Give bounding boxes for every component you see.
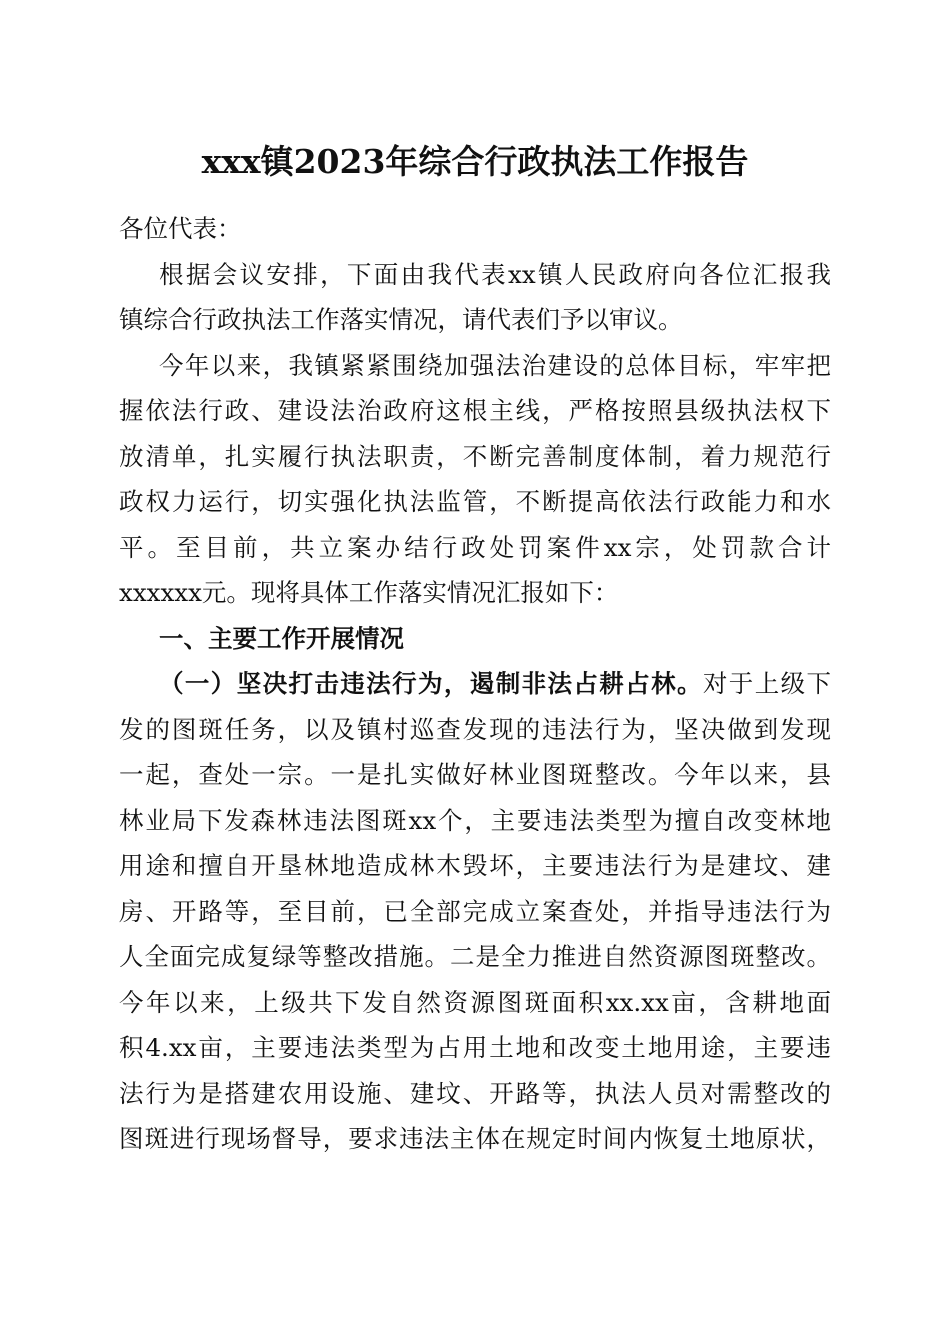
subsection-line (119, 661, 831, 707)
section-heading: 一、主要工作开展情况 (159, 623, 404, 653)
paragraph-line: 政权力运行，切实强化执法监管，不断提高依法行政能力和水 (119, 487, 831, 516)
paragraph-line: 平。至目前，共立案办结行政处罚案件xx宗，处罚款合计 (119, 532, 831, 562)
paragraph-line: 今年以来，我镇紧紧围绕加强法治建设的总体目标，牢牢把 (159, 350, 831, 380)
paragraph-line: 握依法行政、建设法治政府这根主线，严格按照县级执法权下 (119, 396, 831, 425)
document-title: xxx镇2023年综合行政执法工作报告 (201, 142, 749, 181)
paragraph-line: 用途和擅自开垦林地造成林木毁坏，主要违法行为是建坟、建 (119, 851, 831, 880)
paragraph-line: 镇综合行政执法工作落实情况，请代表们予以审议。 (119, 305, 683, 334)
paragraph-line: 根据会议安排，下面由我代表xx镇人民政府向各位汇报我 (159, 259, 831, 289)
paragraph-line: 人全面完成复绿等整改措施。二是全力推进自然资源图斑整改。 (119, 942, 831, 971)
paragraph-line: 今年以来，上级共下发自然资源图斑面积xx.xx亩，含耕地面 (119, 987, 831, 1017)
paragraph-line: 一起，查处一宗。一是扎实做好林业图斑整改。今年以来，县 (119, 760, 831, 789)
salutation: 各位代表： (119, 214, 242, 243)
paragraph-line: 放清单，扎实履行执法职责，不断完善制度体制，着力规范行 (119, 441, 831, 471)
paragraph-line: 法行为是搭建农用设施、建坟、开路等，执法人员对需整改的 (119, 1078, 831, 1108)
subsection-heading: （一）坚决打击违法行为，遏制非法占耕占林。 (159, 669, 703, 698)
paragraph-line: 房、开路等，至目前，已全部完成立案查处，并指导违法行为 (119, 896, 831, 926)
paragraph-line: xxxxxx元。现将具体工作落实情况汇报如下： (119, 578, 619, 607)
paragraph-line: 发的图斑任务，以及镇村巡查发现的违法行为，坚决做到发现 (119, 714, 831, 744)
paragraph-line: 积4.xx亩，主要违法类型为占用土地和改变土地用途，主要违 (119, 1033, 831, 1062)
subsection-text: 对于上级下 (702, 669, 832, 698)
paragraph-line: 林业局下发森林违法图斑xx个，主要违法类型为擅自改变林地 (119, 805, 831, 835)
document-body (119, 206, 831, 1162)
paragraph-line: 图斑进行现场督导，要求违法主体在规定时间内恢复土地原状， (119, 1124, 831, 1153)
